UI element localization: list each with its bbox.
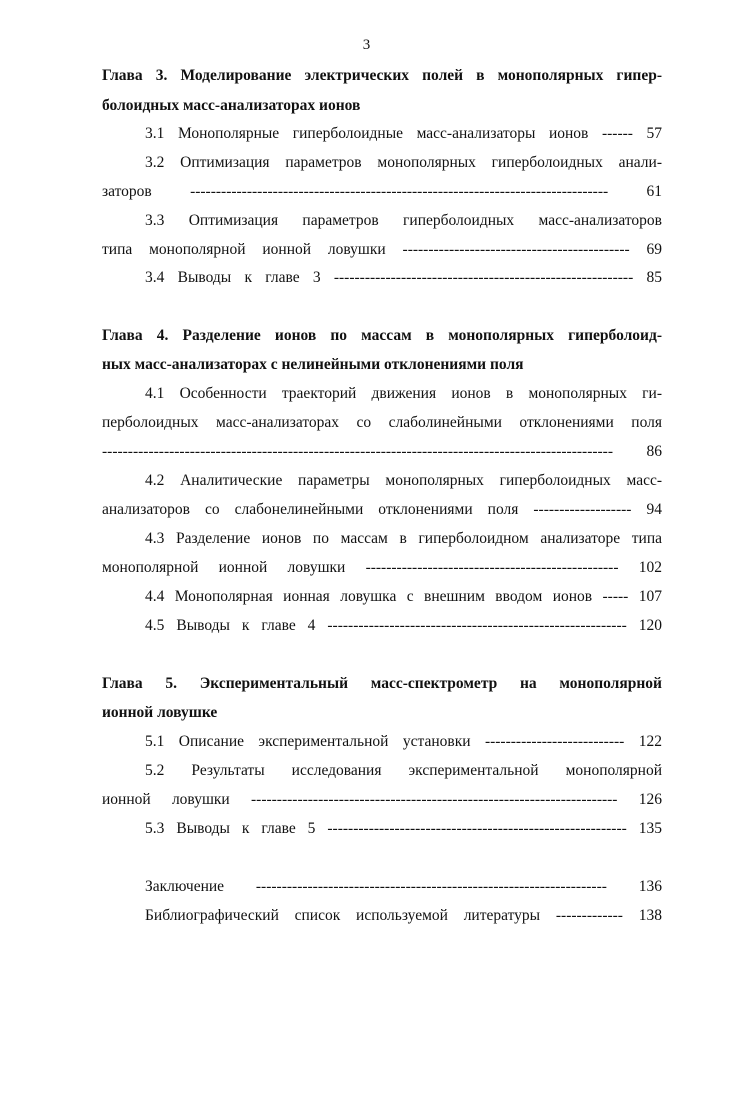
page-number: 3 (362, 37, 371, 53)
toc-entry-3-3-line-1: 3.3 Оптимизация параметров гиперболоидных масс-анализаторов (145, 212, 662, 229)
toc-entry-conclusion: Заключение -------------------------------------------------------------------- 136 (145, 878, 662, 895)
toc-entry-4-1-line-3: --------------------------------------------------------------------------------------------------- 86 (102, 443, 662, 460)
chapter-5-title-line-1: Глава 5. Экспериментальный масс-спектрометр на монополярной (102, 675, 662, 692)
toc-entry-4-1-line-1: 4.1 Особенности траекторий движения ионов в монополярных ги- (145, 385, 662, 402)
toc-entry-4-1-line-2: перболоидных масс-анализаторах со слаболинейными отклонениями поля (102, 414, 662, 431)
chapter-5-title-line-2: ионной ловушке (102, 704, 218, 721)
toc-entry-5-2-line-1: 5.2 Результаты исследования экспериментальной монополярной (145, 762, 662, 779)
toc-entry-4-3-line-2: монополярной ионной ловушки ------------------------------------------------- 102 (102, 559, 662, 576)
chapter-4-title-line-1: Глава 4. Разделение ионов по массам в монополярных гиперболоид- (102, 327, 662, 344)
toc-entry-4-5: 4.5 Выводы к главе 4 ---------------------------------------------------------- 120 (145, 617, 662, 634)
toc-entry-5-1: 5.1 Описание экспериментальной установки --------------------------- 122 (145, 733, 662, 750)
chapter-3-title-line-2: болоидных масс-анализаторах ионов (102, 97, 361, 114)
toc-entry-3-2-line-1: 3.2 Оптимизация параметров монополярных гиперболоидных анали- (145, 154, 662, 171)
toc-entry-3-4: 3.4 Выводы к главе 3 ---------------------------------------------------------- 85 (145, 269, 662, 286)
toc-entry-4-2-line-1: 4.2 Аналитические параметры монополярных гиперболоидных масс- (145, 472, 662, 489)
toc-entry-4-4: 4.4 Монополярная ионная ловушка с внешним вводом ионов ----- 107 (145, 588, 662, 605)
toc-entry-4-3-line-1: 4.3 Разделение ионов по массам в гиперболоидном анализаторе типа (145, 530, 662, 547)
toc-entry-5-2-line-2: ионной ловушки ----------------------------------------------------------------------- 126 (102, 791, 662, 808)
chapter-4-title-line-2: ных масс-анализаторах с нелинейными отклонениями поля (102, 356, 524, 373)
toc-entry-3-3-line-2: типа монополярной ионной ловушки -------------------------------------------- 69 (102, 241, 662, 258)
toc-entry-3-1: 3.1 Монополярные гиперболоидные масс-анализаторы ионов ------ 57 (145, 125, 662, 142)
toc-entry-5-3: 5.3 Выводы к главе 5 ---------------------------------------------------------- 135 (145, 820, 662, 837)
toc-entry-4-2-line-2: анализаторов со слабонелинейными отклонениями поля ------------------- 94 (102, 501, 662, 518)
toc-entry-bibliography: Библиографический список используемой литературы ------------- 138 (145, 907, 662, 924)
toc-entry-3-2-line-2: заторов --------------------------------------------------------------------------------- 61 (102, 183, 662, 200)
chapter-3-title-line-1: Глава 3. Моделирование электрических полей в монополярных гипер- (102, 67, 662, 84)
